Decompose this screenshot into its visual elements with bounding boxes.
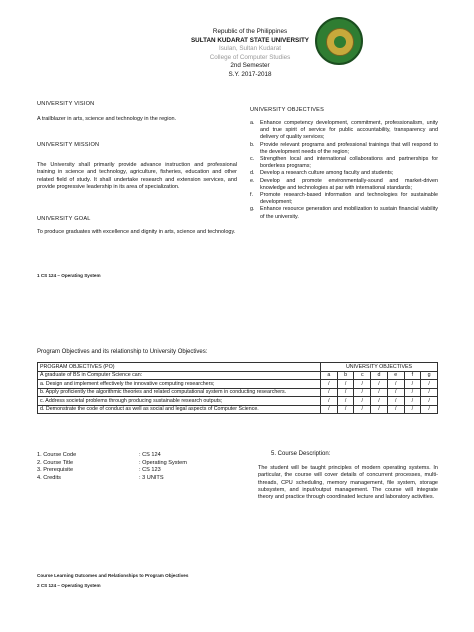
- page-footer-1: 1 CS 124 – Operating System: [37, 273, 101, 278]
- course-title-value: : Operating System: [139, 459, 187, 466]
- table-row: a. Design and implement effectively the innovative computing researchers; / / / / / / /: [38, 380, 438, 389]
- po-column-header: PROGRAM OBJECTIVES (PO): [38, 363, 321, 372]
- table-row: [37, 475, 187, 483]
- mission-text: The University shall primarily provide advance instruction and professional training in science and technology, agriculture, fisheries, education and other related field of study. It shall undertake research and extension services, and provide progressive leadership in its area of specialization.: [37, 162, 237, 190]
- uo-letter: a: [321, 371, 338, 380]
- objectives-heading: UNIVERSITY OBJECTIVES: [250, 107, 325, 113]
- table-row: [37, 460, 187, 468]
- po-section-title: Program Objectives and its relationship to University Objectives:: [37, 349, 208, 355]
- uo-letter: f: [404, 371, 421, 380]
- po-intro: A graduate of BS in Computer Science can:: [38, 371, 321, 380]
- course-title-label: 2. Course Title: [37, 459, 74, 466]
- course-code-label: 1. Course Code: [37, 452, 77, 458]
- uo-column-header: UNIVERSITY OBJECTIVES: [321, 363, 438, 372]
- table-row: b. Apply proficiently the algorithmic theories and related computational system in conducting researchers. / / / / / / /: [38, 388, 438, 397]
- table-row: c. Address societal problems through producing sustainable research outputs; / / / / / / /: [38, 397, 438, 406]
- list-item: c. Strengthen local and international collaborations and partnerships for borderless programs;: [250, 156, 438, 170]
- description-heading: 5. Course Description:: [271, 451, 331, 457]
- goal-heading: UNIVERSITY GOAL: [37, 216, 91, 222]
- credits-label: 4. Credits: [37, 474, 61, 481]
- prerequisite-value: : CS 123: [139, 467, 161, 474]
- table-row: [37, 467, 187, 475]
- header-college: College of Computer Studies: [209, 53, 291, 61]
- header-university-name: SULTAN KUDARAT STATE UNIVERSITY: [190, 36, 309, 44]
- header-location: Isulan, Sultan Kudarat: [219, 45, 281, 52]
- vision-heading: UNIVERSITY VISION: [37, 101, 95, 107]
- uo-letter: e: [387, 371, 404, 380]
- course-info-table: [37, 452, 187, 482]
- vision-text: A trailblazer in arts, science and technology in the region.: [37, 116, 177, 122]
- footer-section-title: Course Learning Outcomes and Relationships to Program Objectives: [37, 573, 189, 578]
- table-row: [37, 452, 187, 460]
- header-semester: 2nd Semester: [230, 62, 270, 69]
- header-line-1: Republic of the Philippines: [212, 28, 288, 35]
- list-item: f. Promote research-based information and technologies for sustainable development;: [250, 192, 438, 206]
- table-row: d. Demonstrate the code of conduct as well as social and legal aspects of Computer Science. / / / / / / /: [38, 405, 438, 414]
- goal-text: To produce graduates with excellence and dignity in arts, science and technology.: [37, 229, 236, 235]
- list-item: e. Develop and promote environmentally-sound and market-driven knowledge and technologies at par with international standards;: [250, 177, 438, 191]
- mission-heading: UNIVERSITY MISSION: [37, 142, 100, 148]
- uo-letter: c: [354, 371, 371, 380]
- description-text: The student will be taught principles of modern operating systems. In particular, the course will cover details of concurrent processes, multi-threads, CPU scheduling, memory management, file system, storage subsystem, and input/output management. The course will integrate theory and practice through coordinated lecture and laboratory activities.: [258, 465, 438, 501]
- po-table: [37, 362, 438, 414]
- header-school-year: S.Y. 2017-2018: [228, 70, 272, 78]
- uo-letter: d: [371, 371, 388, 380]
- credits-value: : 3 UNITS: [139, 474, 164, 481]
- page-footer-2: 2 CS 124 – Operating System: [37, 583, 101, 588]
- list-item: d. Develop a research culture among faculty and students;: [250, 170, 394, 177]
- uo-letter: g: [421, 371, 438, 380]
- course-code-value: : CS 124: [139, 452, 161, 458]
- prerequisite-label: 3. Prerequisite: [37, 467, 74, 474]
- list-item: b. Provide relevant programs and professional trainings that will respond to the development needs of the region;: [250, 141, 438, 155]
- uo-letter: b: [337, 371, 354, 380]
- list-item: g. Enhance resource generation and mobilization to sustain financial viability of the university.: [250, 206, 438, 220]
- objectives-list: [250, 120, 438, 221]
- list-item: a. Enhance competency development, commitment, professionalism, unity and true spirit of service for public accountability, transparency and delivery of quality services;: [250, 120, 438, 141]
- university-seal-icon: [315, 17, 363, 65]
